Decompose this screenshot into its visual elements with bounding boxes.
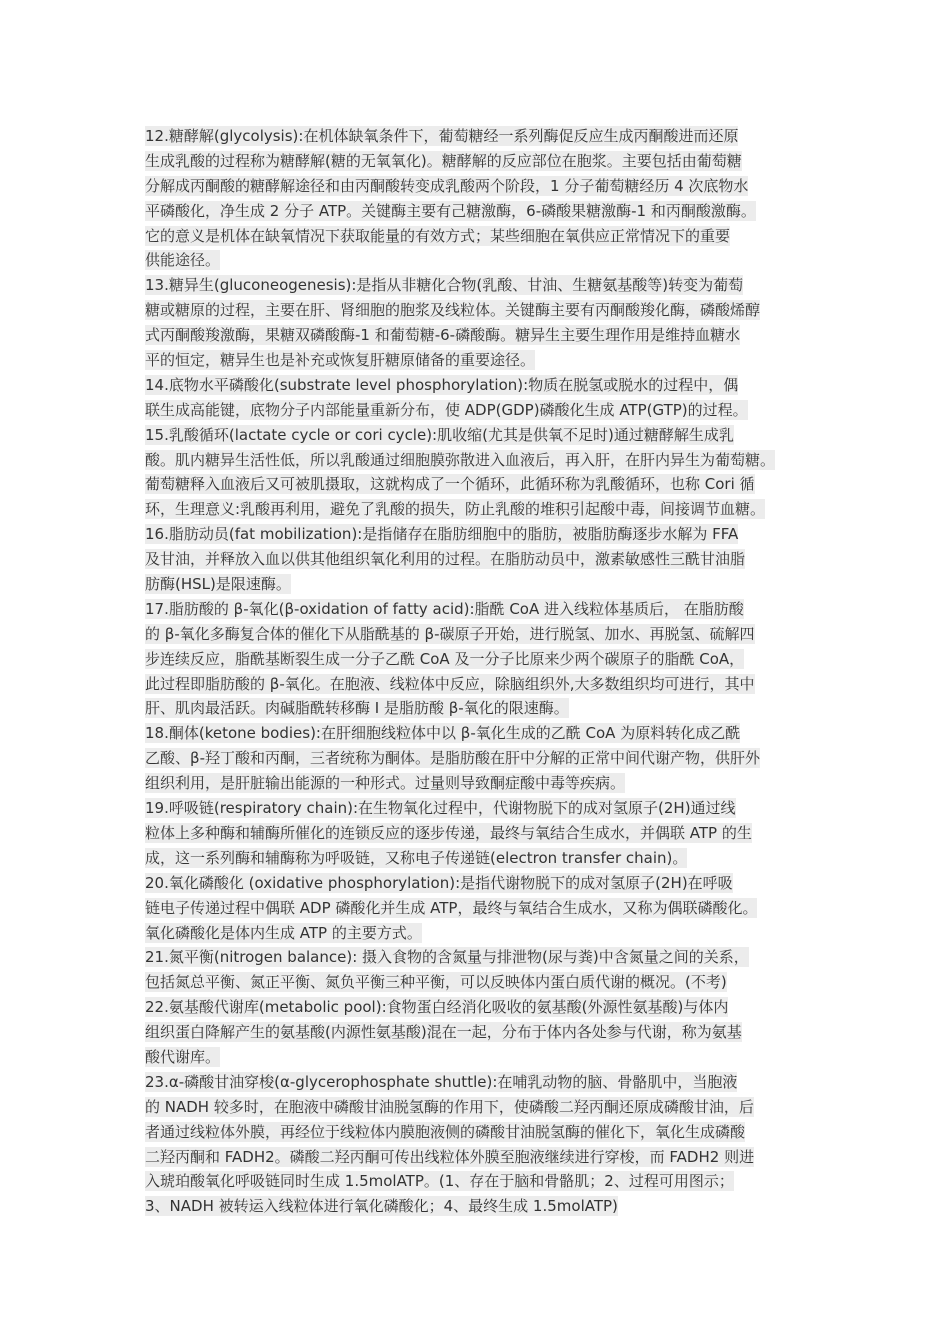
- text-line: [145, 497, 810, 522]
- text-line: [145, 373, 810, 398]
- text-line-content: 它的意义是机体在缺氧情况下获取能量的有效方式；某些细胞在氧供应正常情况下的重要: [145, 226, 731, 245]
- text-line: [145, 1145, 810, 1170]
- text-line: [145, 547, 810, 572]
- text-line: [145, 921, 810, 946]
- text-line-content: 14.底物水平磷酸化(substrate level phosphorylation):物质在脱氢或脱水的过程中，偶: [145, 375, 739, 394]
- text-line-content: 22.氨基酸代谢库(metabolic pool):食物蛋白经消化吸收的氨基酸(外源性氨基酸)与体内: [145, 998, 729, 1017]
- text-line-content: 平磷酸化，净生成 2 分子 ATP。关键酶主要有己糖激酶，6-磷酸果糖激酶-1 和丙酮酸激酶。: [145, 201, 756, 220]
- text-line-content: 生成乳酸的过程称为糖酵解(糖的无氧氧化)。糖酵解的反应部位在胞浆。主要包括由葡萄糖: [145, 151, 742, 170]
- text-line-content: 包括氮总平衡、氮正平衡、氮负平衡三种平衡，可以反映体内蛋白质代谢的概况。(不考): [145, 973, 727, 992]
- text-line: [145, 796, 810, 821]
- text-line: [145, 821, 810, 846]
- text-line: [145, 995, 810, 1020]
- text-line: [145, 348, 810, 373]
- text-line: [145, 224, 810, 249]
- text-line-content: 平的恒定，糖异生也是补充或恢复肝糖原储备的重要途径。: [145, 351, 536, 370]
- text-line-content: 组织蛋白降解产生的氨基酸(内源性氨基酸)混在一起，分布于体内各处参与代谢，称为氨基: [145, 1023, 742, 1042]
- text-line-content: 葡萄糖释入血液后又可被肌摄取，这就构成了一个循环，此循环称为乳酸循环，也称 Cori 循: [145, 475, 755, 494]
- text-line: [145, 696, 810, 721]
- text-line: [145, 622, 810, 647]
- text-line-content: 粒体上多种酶和辅酶所催化的连锁反应的逐步传递，最终与氧结合生成水，并偶联 ATP 的生: [145, 823, 752, 842]
- text-line: [145, 647, 810, 672]
- text-line: [145, 1169, 810, 1194]
- text-line-content: 12.糖酵解(glycolysis):在机体缺氧条件下，葡萄糖经一系列酶促反应生成丙酮酸进而还原: [145, 127, 739, 145]
- text-line-content: 环，生理意义:乳酸再利用，避免了乳酸的损失，防止乳酸的堆积引起酸中毒，间接调节血糖。: [145, 500, 766, 519]
- text-line-content: 肝、肌肉最活跃。肉碱脂酰转移酶 I 是脂肪酸 β-氧化的限速酶。: [145, 699, 569, 718]
- text-line-content: 二羟丙酮和 FADH2。磷酸二羟丙酮可传出线粒体外膜至胞液继续进行穿梭，而 FADH2 则进: [145, 1147, 755, 1166]
- text-line: [145, 448, 810, 473]
- text-line-content: 供能途径。: [145, 251, 221, 270]
- text-line-content: 的 NADH 较多时，在胞液中磷酸甘油脱氢酶的作用下，使磷酸二羟丙酮还原成磷酸甘油，后: [145, 1097, 754, 1116]
- text-line: [145, 871, 810, 896]
- text-line: [145, 1070, 810, 1095]
- text-line: [145, 721, 810, 746]
- text-line: [145, 1120, 810, 1145]
- text-line: [145, 1045, 810, 1070]
- text-line: [145, 199, 810, 224]
- text-line: [145, 398, 810, 423]
- text-line-content: 17.脂肪酸的 β-氧化(β-oxidation of fatty acid):脂酰 CoA 进入线粒体基质后， 在脂肪酸: [145, 599, 744, 618]
- text-line: [145, 970, 810, 995]
- text-line: [145, 672, 810, 697]
- text-line-content: 23.α-磷酸甘油穿梭(α-glycerophosphate shuttle):在哺乳动物的脑、骨骼肌中，当胞液: [145, 1072, 738, 1091]
- text-line: [145, 597, 810, 622]
- text-line: [145, 1095, 810, 1120]
- text-line-content: 氧化磷酸化是体内生成 ATP 的主要方式。: [145, 923, 422, 942]
- text-line: [145, 1020, 810, 1045]
- text-line-content: 酸代谢库。: [145, 1047, 221, 1066]
- text-line: [145, 248, 810, 273]
- text-line-content: 16.脂肪动员(fat mobilization):是指储存在脂肪细胞中的脂肪，被脂肪酶逐步水解为 FFA: [145, 525, 739, 544]
- text-line-content: 式丙酮酸羧激酶，果糖双磷酸酶-1 和葡萄糖-6-磷酸酶。糖异生主要生理作用是维持血糖水: [145, 326, 741, 345]
- text-line: [145, 1194, 810, 1219]
- text-line-content: 肪酶(HSL)是限速酶。: [145, 575, 291, 594]
- text-line-content: 21.氮平衡(nitrogen balance): 摄入食物的含氮量与排泄物(尿与粪)中含氮量之间的关系，: [145, 948, 749, 967]
- text-line-content: 分解成丙酮酸的糖酵解途径和由丙酮酸转变成乳酸两个阶段，1 分子葡萄糖经历 4 次底物水: [145, 176, 749, 195]
- text-line-content: 者通过线粒体外膜，再经位于线粒体内膜胞液侧的磷酸甘油脱氢酶的催化下，氧化生成磷酸: [145, 1122, 746, 1141]
- text-line: [145, 174, 810, 199]
- text-line-content: 15.乳酸循环(lactate cycle or cori cycle):肌收缩(尤其是供氧不足时)通过糖酵解生成乳: [145, 425, 734, 444]
- document-body: [145, 124, 810, 1219]
- text-line-content: 成，这一系列酶和辅酶称为呼吸链，又称电子传递链(electron transfer chain)。: [145, 848, 688, 867]
- text-line: [145, 423, 810, 448]
- text-line-content: 19.呼吸链(respiratory chain):在生物氧化过程中，代谢物脱下的成对氢原子(2H)通过线: [145, 799, 736, 818]
- text-line: [145, 746, 810, 771]
- text-line: [145, 323, 810, 348]
- text-line: [145, 273, 810, 298]
- text-line-content: 13.糖异生(gluconeogenesis):是指从非糖化合物(乳酸、甘油、生糖氨基酸等)转变为葡萄: [145, 276, 744, 295]
- text-line-content: 及甘油，并释放入血以供其他组织氧化利用的过程。在脂肪动员中，激素敏感性三酰甘油脂: [145, 550, 746, 569]
- text-line: [145, 572, 810, 597]
- text-line: [145, 472, 810, 497]
- text-line: [145, 896, 810, 921]
- text-line-content: 组织利用，是肝脏输出能源的一种形式。过量则导致酮症酸中毒等疾病。: [145, 774, 626, 793]
- text-line: [145, 846, 810, 871]
- text-line-content: 酸。肌内糖异生活性低，所以乳酸通过细胞膜弥散进入血液后，再入肝，在肝内异生为葡萄糖。: [145, 450, 776, 469]
- text-line: [145, 149, 810, 174]
- text-line-content: 链电子传递过程中偶联 ADP 磷酸化并生成 ATP，最终与氧结合生成水，又称为偶联磷酸化。: [145, 898, 758, 917]
- text-line-content: 的 β-氧化多酶复合体的催化下从脂酰基的 β-碳原子开始，进行脱氢、加水、再脱氢、硫解四: [145, 624, 755, 643]
- text-line: [145, 522, 810, 547]
- text-line-content: 20.氧化磷酸化 (oxidative phosphorylation):是指代谢物脱下的成对氢原子(2H)在呼吸: [145, 873, 733, 892]
- text-line-content: 联生成高能键，底物分子内部能量重新分布，使 ADP(GDP)磷酸化生成 ATP(GTP)的过程。: [145, 400, 748, 419]
- text-line-content: 糖或糖原的过程，主要在肝、肾细胞的胞浆及线粒体。关键酶主要有丙酮酸羧化酶，磷酸烯醇: [145, 301, 761, 320]
- text-line: [145, 771, 810, 796]
- text-line-content: 入琥珀酸氧化呼吸链同时生成 1.5molATP。(1、存在于脑和骨骼肌；2、过程可用图示；: [145, 1172, 734, 1191]
- text-line: [145, 945, 810, 970]
- text-line-content: 乙酸、β-羟丁酸和丙酮，三者统称为酮体。是脂肪酸在肝中分解的正常中间代谢产物，供肝外: [145, 749, 760, 768]
- text-line-content: 18.酮体(ketone bodies):在肝细胞线粒体中以 β-氧化生成的乙酰 CoA 为原料转化成乙酰: [145, 724, 741, 743]
- text-line: [145, 298, 810, 323]
- text-line: [145, 124, 810, 149]
- text-line-content: 3、NADH 被转运入线粒体进行氧化磷酸化；4、最终生成 1.5molATP): [145, 1197, 618, 1216]
- text-line-content: 此过程即脂肪酸的 β-氧化。在胞液、线粒体中反应，除脑组织外,大多数组织均可进行，其中: [145, 674, 755, 693]
- text-line-content: 步连续反应，脂酰基断裂生成一分子乙酰 CoA 及一分子比原来少两个碳原子的脂酰 CoA，: [145, 649, 745, 668]
